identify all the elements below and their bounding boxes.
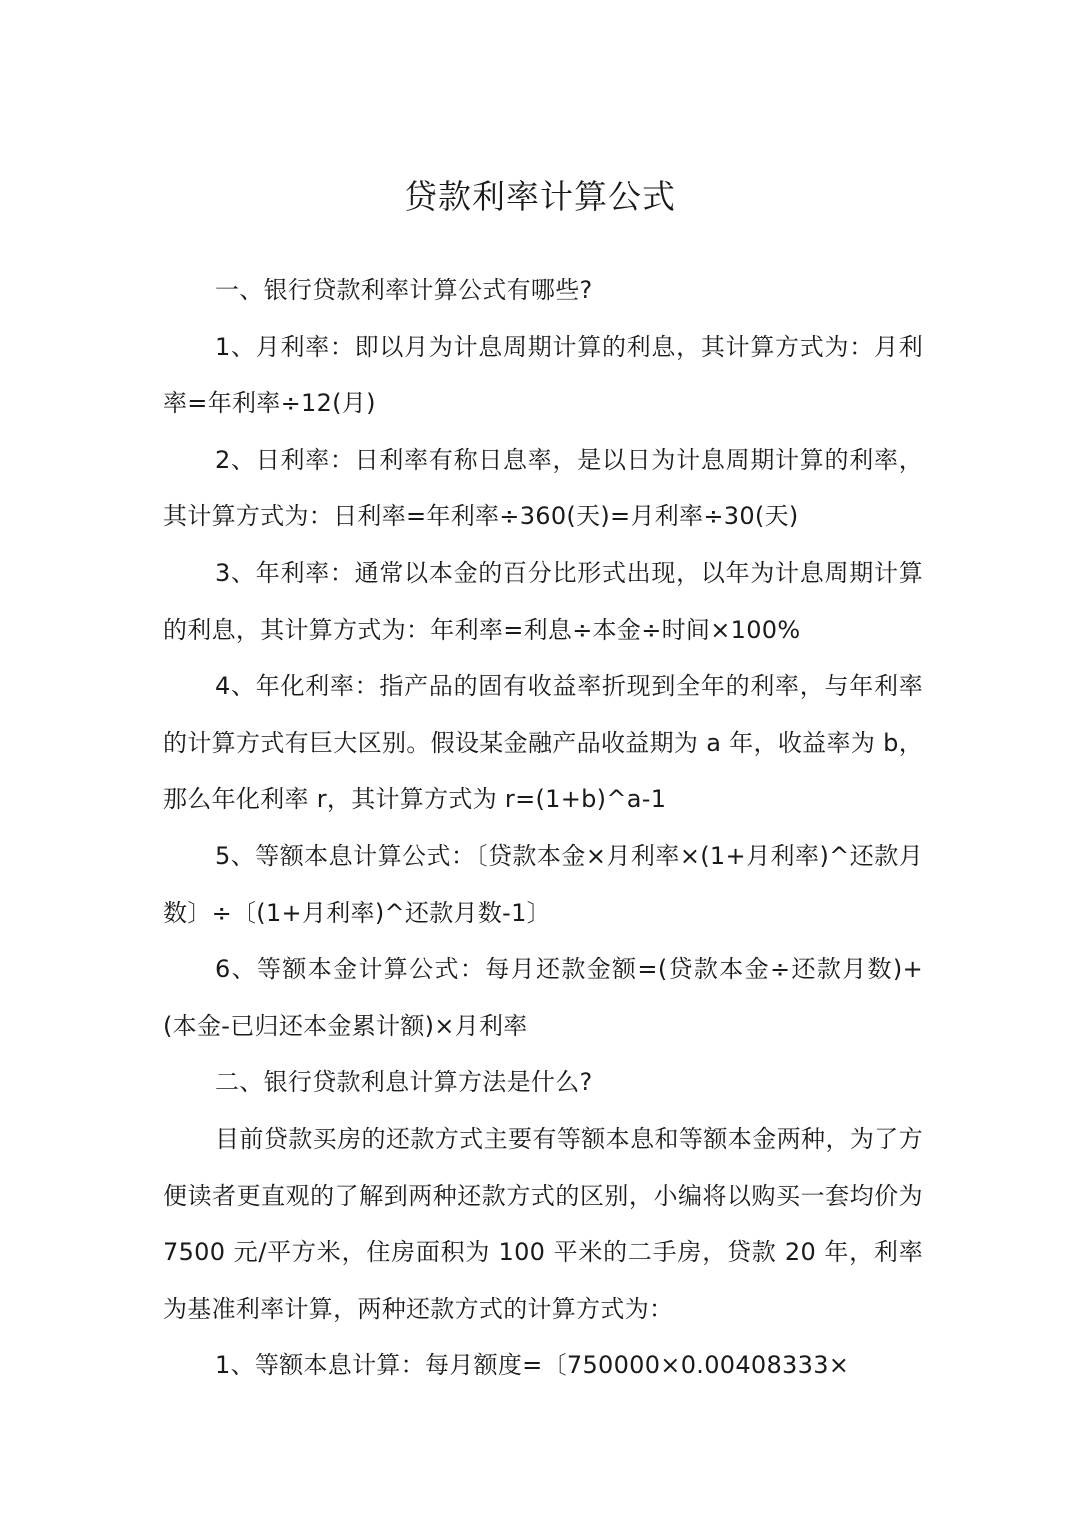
paragraph-example-calc: 1、等额本息计算：每月额度=〔750000×0.00408333× xyxy=(215,1351,850,1380)
section-heading-1: 一、银行贷款利率计算公式有哪些? xyxy=(215,276,593,304)
document-body xyxy=(163,262,923,1394)
paragraph-daily-rate: 2、日利率：日利率有称日息率，是以日为计息周期计算的利率，其计算方式为：日利率=年利率÷360(天)=月利率÷30(天) xyxy=(163,445,923,531)
paragraph-example-intro: 目前贷款买房的还款方式主要有等额本息和等额本金两种，为了方便读者更直观的了解到两种还款方式的区别，小编将以购买一套均价为 7500 元/平方米，住房面积为 100 平米的二手房，贷款 20 年，利率为基准利率计算，两种还款方式的计算方式为： xyxy=(163,1124,923,1323)
paragraph-equal-installment: 5、等额本息计算公式：〔贷款本金×月利率×(1+月利率)^还款月数〕÷〔(1+月利率)^还款月数-1〕 xyxy=(163,841,923,927)
section-heading-2: 二、银行贷款利息计算方法是什么? xyxy=(215,1068,593,1097)
paragraph-equal-principal: 6、等额本金计算公式：每月还款金额=(贷款本金÷还款月数)+(本金-已归还本金累计额)×月利率 xyxy=(163,955,923,1040)
paragraph-monthly-rate: 1、月利率：即以月为计息周期计算的利息，其计算方式为：月利率=年利率÷12(月) xyxy=(163,332,923,418)
page-title: 贷款利率计算公式 xyxy=(404,177,676,216)
paragraph-annual-rate: 3、年利率：通常以本金的百分比形式出现，以年为计息周期计算的利息，其计算方式为：年利率=利息÷本金÷时间×100% xyxy=(163,558,923,644)
paragraph-annualized-rate: 4、年化利率：指产品的固有收益率折现到全年的利率，与年利率的计算方式有巨大区别。假设某金融产品收益期为 a 年，收益率为 b，那么年化利率 r，其计算方式为 r=(1+b)^a-1 xyxy=(163,672,923,814)
